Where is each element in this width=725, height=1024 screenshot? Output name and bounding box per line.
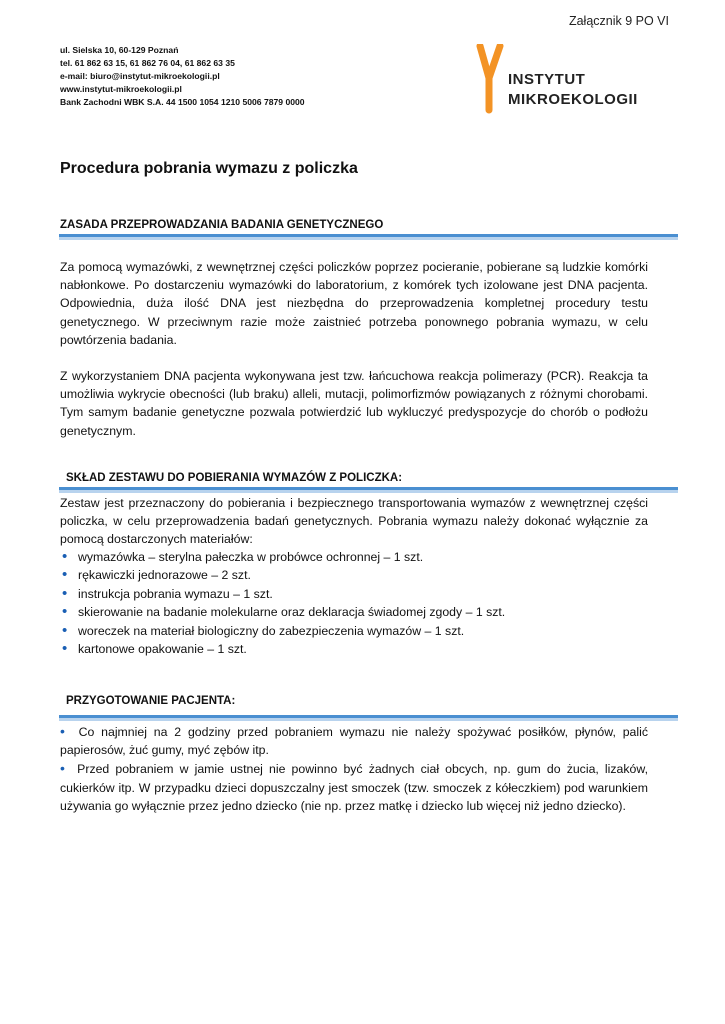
kit-intro: Zestaw jest przeznaczony do pobierania i bezpiecznego transportowania wymazów z wewnętrznej części policzka, w celu przeprowadzenia badań genetycznych. Pobrania wymazu należy dokonać wyłącznie za pomocą dostarczonych materiałów:	[60, 496, 648, 547]
section-heading-kit: SKŁAD ZESTAWU DO POBIERANIA WYMAZÓW Z POLICZKA:	[66, 472, 403, 484]
preparation-text: Przed pobraniem w jamie ustnej nie powinno być żadnych ciał obcych, np. gum do żucia, lizaków, cukierków itp. W przypadku dzieci dopuszczalny jest smoczek (tzw. smoczek z kółeczkiem) pod warunkiem używania go wyłącznie przez jedno dziecko (nie np. przez matkę i dziecko lub więcej niż jedno dziecko).	[60, 762, 648, 813]
section-divider	[59, 487, 678, 493]
institute-logo	[476, 44, 686, 114]
logo-text	[508, 70, 638, 110]
section-divider	[59, 715, 678, 721]
contact-www[interactable]: www.instytut-mikroekologii.pl	[60, 84, 182, 94]
bullet-icon: •	[60, 760, 65, 777]
section-divider	[59, 234, 678, 240]
logo-line-2: MIKROEKOLOGII	[508, 91, 638, 108]
list-item: • kartonowe opakowanie – 1 szt.	[60, 640, 650, 658]
contact-phone: tel. 61 862 63 15, 61 862 76 04, 61 862 63 35	[60, 58, 235, 68]
section-principle-body	[60, 258, 648, 440]
contact-email[interactable]: e-mail: biuro@instytut-mikroekologii.pl	[60, 71, 220, 81]
section-heading-preparation: PRZYGOTOWANIE PACJENTA:	[66, 695, 236, 707]
kit-items-list	[60, 548, 650, 658]
contact-block	[60, 44, 305, 109]
list-item: • instrukcja pobrania wymazu – 1 szt.	[60, 585, 650, 603]
preparation-item	[60, 759, 648, 815]
bullet-icon: •	[60, 723, 65, 739]
section-heading-principle: ZASADA PRZEPROWADZANIA BADANIA GENETYCZNEGO	[60, 219, 384, 231]
paragraph: Z wykorzystaniem DNA pacjenta wykonywana jest tzw. łańcuchowa reakcja polimerazy (PCR). Reakcja ta umożliwia wykrycie obecności (lub braku) alleli, mutacji, polimorfizmów powiązanych z różnymi chorobami. Tym samym badanie genetyczne pozwala potwierdzić lub wykluczyć predyspozycje do chorób o podłożu genetycznym.	[60, 369, 648, 438]
page-title: Procedura pobrania wymazu z policzka	[60, 160, 358, 177]
list-item: • wymazówka – sterylna pałeczka w probówce ochronnej – 1 szt.	[60, 548, 650, 566]
contact-address: ul. Sielska 10, 60-129 Poznań	[60, 45, 179, 55]
preparation-text: Co najmniej na 2 godziny przed pobraniem wymazu nie należy spożywać posiłków, płynów, palić papierosów, żuć gumy, myć zębów itp.	[60, 725, 648, 758]
annex-label: Załącznik 9 PO VI	[568, 14, 669, 28]
list-item: • rękawiczki jednorazowe – 2 szt.	[60, 566, 650, 584]
logo-line-1: INSTYTUT	[508, 71, 586, 88]
list-item: • skierowanie na badanie molekularne oraz deklaracja świadomej zgody – 1 szt.	[60, 603, 650, 621]
section-preparation-body	[60, 722, 648, 815]
contact-bank: Bank Zachodni WBK S.A. 44 1500 1054 1210 5006 7879 0000	[60, 97, 305, 107]
preparation-item	[60, 722, 648, 759]
paragraph: Za pomocą wymazówki, z wewnętrznej części policzków poprzez pocieranie, pobierane są ludzkie komórki nabłonkowe. Po dostarczeniu wymazówki do laboratorium, z komórek tych izolowane jest DNA pacjenta. Odpowiednia, duża ilość DNA jest niezbędna do przeprowadzenia kompletnej procedury testu genetycznego. W przeciwnym razie może zaistnieć potrzeba ponownego pobrania wymazu, w celu powtórzenia badania.	[60, 260, 648, 347]
list-item: • woreczek na materiał biologiczny do zabezpieczenia wymazów – 1 szt.	[60, 622, 650, 640]
